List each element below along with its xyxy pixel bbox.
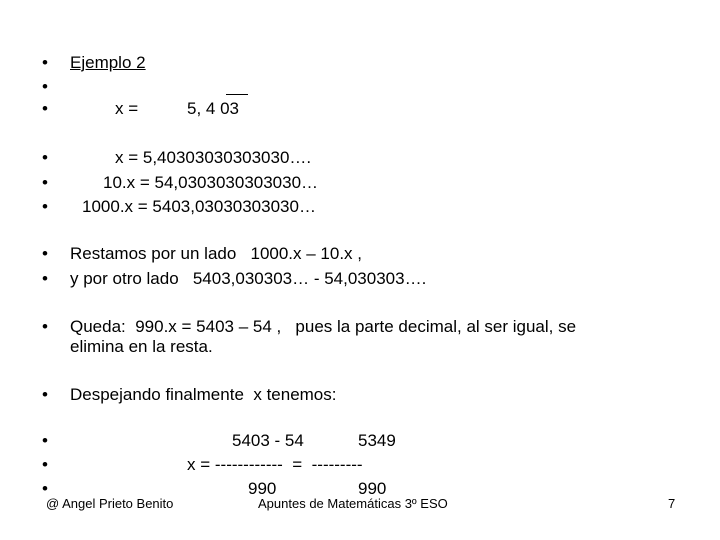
result-line-2: elimina en la resta. bbox=[70, 337, 213, 356]
bullet: • bbox=[42, 385, 48, 404]
expansion-1000x: 1000.x = 5403,03030303030… bbox=[82, 197, 316, 216]
fraction-lhs: x = ------------ = --------- bbox=[187, 455, 363, 474]
bullet: • bbox=[42, 53, 48, 72]
result-line-1: Queda: 990.x = 5403 – 54 , pues la parte decimal, al ser igual, se bbox=[70, 317, 577, 336]
fraction-numerator-1: 5403 - 54 bbox=[232, 431, 304, 450]
example-title: Ejemplo 2 bbox=[70, 53, 146, 72]
fraction-denominator-1: 990 bbox=[248, 479, 277, 498]
period-bar bbox=[226, 94, 248, 95]
bullet: • bbox=[42, 173, 48, 192]
expansion-x: x = 5,40303030303030…. bbox=[115, 148, 312, 167]
bullet: • bbox=[42, 77, 48, 96]
subtract-line-2: y por otro lado 5403,030303… - 54,030303…. bbox=[70, 269, 427, 288]
footer-page-number: 7 bbox=[668, 496, 676, 511]
bullet: • bbox=[42, 148, 48, 167]
bullet: • bbox=[42, 455, 48, 474]
fraction-numerator-2: 5349 bbox=[358, 431, 396, 450]
expansion-10x: 10.x = 54,0303030303030… bbox=[103, 173, 319, 192]
bullet: • bbox=[42, 317, 48, 336]
bullet: • bbox=[42, 99, 48, 118]
bullet: • bbox=[42, 197, 48, 216]
bullet: • bbox=[42, 244, 48, 263]
repeating-label: x = bbox=[115, 99, 139, 118]
solve-line: Despejando finalmente x tenemos: bbox=[70, 385, 337, 404]
bullet: • bbox=[42, 269, 48, 288]
bullet: • bbox=[42, 431, 48, 450]
fraction-denominator-2: 990 bbox=[358, 479, 387, 498]
bullet: • bbox=[42, 479, 48, 498]
subtract-line-1: Restamos por un lado 1000.x – 10.x , bbox=[70, 244, 363, 263]
repeating-value: 5, 4 03 bbox=[187, 99, 239, 118]
footer-course: Apuntes de Matemáticas 3º ESO bbox=[258, 496, 448, 511]
footer-author: @ Angel Prieto Benito bbox=[46, 496, 174, 511]
